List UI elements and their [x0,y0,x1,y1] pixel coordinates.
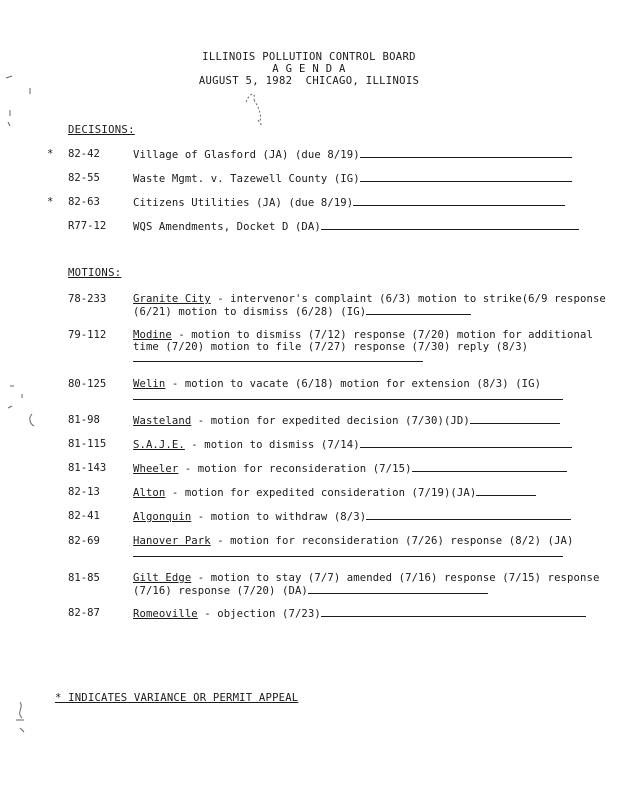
case-name: S.A.J.E. [133,439,185,451]
item-description: Granite City - intervenor's complaint (6/3) motion to strike(6/9 response (6/21) motion to dismiss (6/28) (IG) [133,293,606,318]
signature-line [133,353,423,362]
board-title: ILLINOIS POLLUTION CONTROL BOARD [202,51,416,63]
item-description: Wheeler - motion for reconsideration (7/15) [133,463,609,476]
docket-number: 82-63 [68,196,100,208]
variance-marker: * [47,148,54,160]
docket-number: 82-42 [68,148,100,160]
signature-line [476,487,536,496]
margin-scan-mark [0,70,40,150]
item-description: Welin - motion to vacate (6/18) motion for extension (8/3) (IG) [133,379,609,403]
case-name: Welin [133,378,166,390]
docket-number: 81-85 [68,572,100,584]
docket-number: 82-87 [68,607,100,619]
item-description: Modine - motion to dismiss (7/12) response (7/20) motion for additional time (7/20) motion to file (7/27) response (7/30) reply (8/3) [133,330,609,366]
item-description: Waste Mgmt. v. Tazewell County (IG) [133,173,608,186]
signature-line [360,173,572,182]
docket-number: 81-115 [68,438,107,450]
item-description: Algonquin - motion to withdraw (8/3) [133,511,609,524]
signature-line [353,197,565,206]
case-name: Granite City [133,293,211,305]
case-name: Romeoville [133,608,198,620]
signature-line [360,149,572,158]
signature-line [133,548,563,557]
signature-line [470,415,560,424]
agenda-title: A G E N D A [272,63,346,75]
docket-number: 82-55 [68,172,100,184]
docket-number: 80-125 [68,378,107,390]
case-name: Algonquin [133,511,192,523]
signature-line [321,608,586,617]
docket-number: R77-12 [68,220,107,232]
case-name: Alton [133,487,166,499]
docket-number: 79-112 [68,329,107,341]
signature-line [360,439,572,448]
variance-marker: * [47,196,54,208]
margin-scan-mark-2 [0,380,40,430]
footnote: * INDICATES VARIANCE OR PERMIT APPEAL [55,692,299,704]
case-name: Wheeler [133,463,179,475]
docket-number: 82-13 [68,486,100,498]
docket-number: 82-41 [68,510,100,522]
signature-line [321,221,579,230]
case-name: Wasteland [133,415,192,427]
item-description: Hanover Park - motion for reconsideration (7/26) response (8/2) (JA) [133,536,609,560]
signature-line [308,585,488,594]
signature-line [366,511,571,520]
docket-number: 81-98 [68,414,100,426]
signature-line [412,463,567,472]
item-description: Alton - motion for expedited consideration (7/19)(JA) [133,487,609,500]
meeting-date-location: AUGUST 5, 1982 CHICAGO, ILLINOIS [198,75,420,87]
scan-mark [238,88,268,130]
docket-number: 82-69 [68,535,100,547]
decisions-heading: DECISIONS: [68,124,135,136]
signature-line [133,391,563,400]
case-name: Modine [133,329,172,341]
motions-heading: MOTIONS: [68,267,122,279]
signature-line [366,306,471,315]
item-description: Wasteland - motion for expedited decision (7/30)(JD) [133,415,609,428]
case-name: Hanover Park [133,535,211,547]
docket-number: 78-233 [68,293,107,305]
margin-scan-mark-3 [10,698,40,748]
item-description: S.A.J.E. - motion to dismiss (7/14) [133,439,609,452]
item-description: Village of Glasford (JA) (due 8/19) [133,149,608,162]
docket-number: 81-143 [68,462,107,474]
item-description: Romeoville - objection (7/23) [133,608,609,621]
case-name: Gilt Edge [133,572,192,584]
item-description: Gilt Edge - motion to stay (7/7) amended (7/16) response (7/15) response (7/16) response (7/20) (DA) [133,572,600,597]
item-description: Citizens Utilities (JA) (due 8/19) [133,197,608,210]
item-description: WQS Amendments, Docket D (DA) [133,221,608,234]
